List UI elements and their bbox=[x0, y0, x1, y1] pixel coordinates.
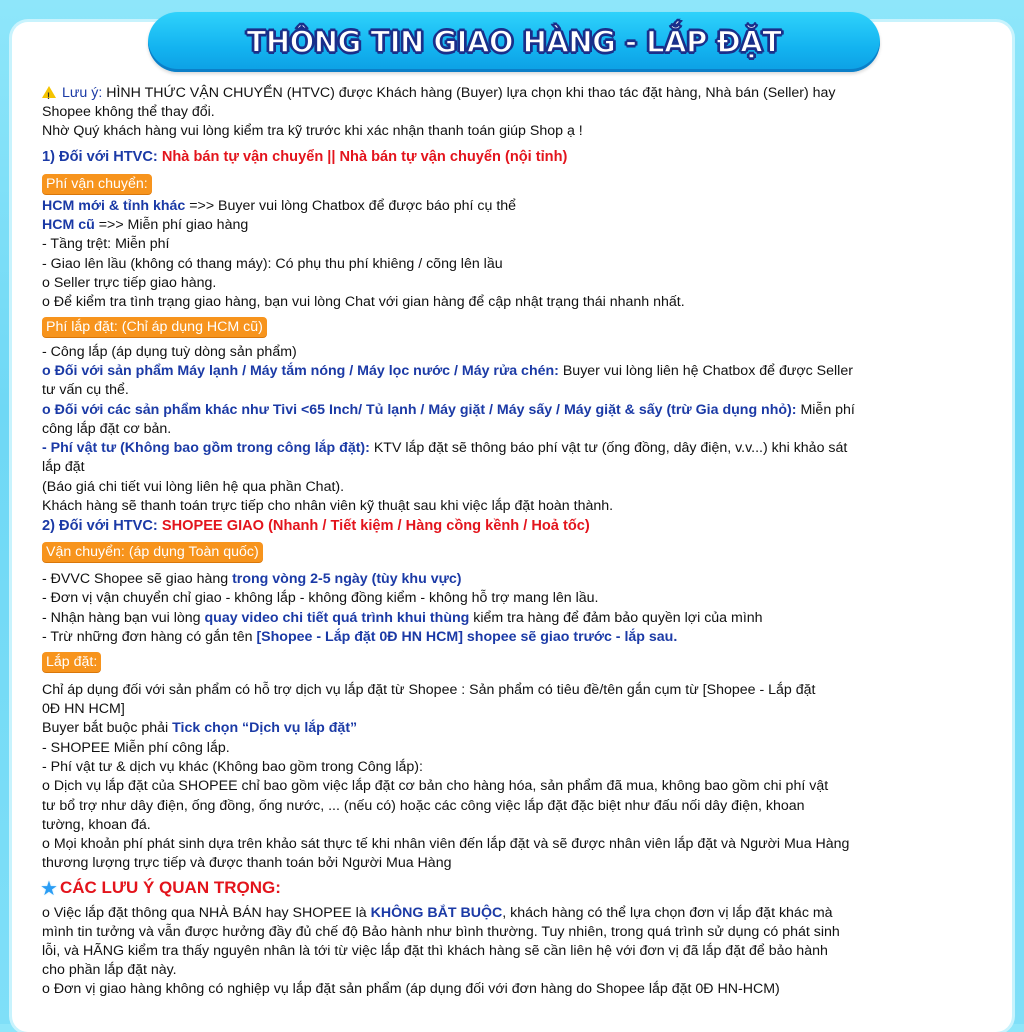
title-banner bbox=[148, 12, 880, 72]
text-line bbox=[42, 923, 840, 941]
highlight-text: - Phí vật tư (Không bao gồm trong công lắp đặt): bbox=[42, 440, 370, 456]
text-line bbox=[42, 835, 849, 853]
text-segment: Miễn phí bbox=[796, 402, 855, 418]
text-segment: công lắp đặt cơ bản. bbox=[42, 421, 172, 437]
text-segment: =>> Miễn phí giao hàng bbox=[94, 217, 249, 233]
text-segment: lắp đặt bbox=[42, 459, 85, 475]
text-line bbox=[42, 517, 590, 535]
text-line bbox=[42, 719, 357, 737]
text-line bbox=[42, 420, 171, 438]
section-badge: Vận chuyển: (áp dụng Toàn quốc) bbox=[42, 542, 263, 562]
text-segment: thương lượng trực tiếp và được thanh toán bởi Người Mua Hàng bbox=[42, 855, 452, 871]
text-line bbox=[42, 84, 836, 102]
text-line bbox=[42, 980, 780, 998]
text-segment: =>> Buyer vui lòng Chatbox để được báo phí cụ thể bbox=[185, 198, 517, 214]
text-line bbox=[42, 458, 85, 476]
highlight-text: 1) Đối với HTVC: bbox=[42, 149, 162, 165]
text-line bbox=[42, 777, 828, 795]
text-segment: - ĐVVC Shopee sẽ giao hàng bbox=[42, 571, 233, 587]
highlight-text: quay video chi tiết quá trình khui thùng bbox=[204, 610, 470, 626]
highlight-text: Tick chọn “Dịch vụ lắp đặt” bbox=[172, 720, 358, 736]
text-segment: Khách hàng sẽ thanh toán trực tiếp cho nhân viên kỹ thuật sau khi việc lắp đặt hoàn thành. bbox=[42, 498, 614, 514]
highlight-text: SHOPEE GIAO (Nhanh / Tiết kiệm / Hàng cồng kềnh / Hoả tốc) bbox=[161, 518, 590, 534]
text-segment: mình tin tưởng và vẫn được hưởng đầy đủ chế độ Bảo hành như bình thường. Tuy nhiên, trong quá trình sử dụng có phát sinh bbox=[42, 924, 840, 940]
text-line bbox=[42, 343, 297, 361]
text-segment: Chỉ áp dụng đối với sản phẩm có hỗ trợ dịch vụ lắp đặt từ Shopee : Sản phẩm có tiêu đề/tên gắn cụm từ [Shopee - Lắp đặt bbox=[42, 682, 816, 698]
text-segment: 0Đ HN HCM] bbox=[42, 701, 125, 717]
highlight-text: [Shopee - Lắp đặt 0Đ HN HCM] shopee sẽ giao trước - lắp sau. bbox=[256, 629, 678, 645]
text-line bbox=[42, 439, 847, 457]
text-line bbox=[42, 274, 216, 292]
star-icon: ★ bbox=[40, 878, 58, 900]
text-line bbox=[42, 381, 129, 399]
text-line bbox=[42, 497, 613, 515]
text-segment: - SHOPEE Miễn phí công lắp. bbox=[42, 740, 230, 756]
text-line bbox=[42, 854, 451, 872]
highlight-text: HCM mới & tỉnh khác bbox=[42, 198, 186, 214]
text-line bbox=[42, 942, 828, 960]
text-segment: HÌNH THỨC VẬN CHUYỂN (HTVC) được Khách hàng (Buyer) lựa chọn khi thao tác đặt hàng, Nhà bán (Seller) hay bbox=[106, 85, 836, 101]
text-line bbox=[42, 122, 583, 140]
text-segment: o Để kiểm tra tình trạng giao hàng, bạn vui lòng Chat với gian hàng để cập nhật trạng thái nhanh nhất. bbox=[42, 294, 685, 310]
text-segment: - Phí vật tư & dịch vụ khác (Không bao gồm trong Công lắp): bbox=[42, 759, 423, 775]
highlight-text: HCM cũ bbox=[42, 217, 95, 233]
text-segment: - Tầng trệt: Miễn phí bbox=[42, 236, 170, 252]
text-line bbox=[42, 401, 855, 419]
text-segment: lỗi, và HÃNG kiểm tra thấy nguyên nhân là tới từ việc lắp đặt thì khách hàng sẽ cần liên hệ với đơn vị đã lắp đặt để bảo hành bbox=[42, 943, 828, 959]
text-segment: - Trừ những đơn hàng có gắn tên bbox=[42, 629, 257, 645]
text-line bbox=[42, 255, 503, 273]
text-line bbox=[42, 904, 833, 922]
highlight-text: CÁC LƯU Ý QUAN TRỌNG: bbox=[59, 878, 281, 897]
text-line bbox=[42, 103, 215, 121]
text-segment: Buyer vui lòng liên hệ Chatbox để được Seller bbox=[558, 363, 853, 379]
highlight-text: o Đối với các sản phẩm khác như Tivi <65 Inch/ Tủ lạnh / Máy giặt / Máy sấy / Máy giặt & sấy (trừ Gia dụng nhỏ): bbox=[42, 402, 797, 418]
section-badge: Lắp đặt: bbox=[42, 652, 101, 672]
highlight-text: Nhà bán tự vận chuyển || Nhà bán tự vận chuyển (nội tỉnh) bbox=[161, 149, 568, 165]
text-segment: - Đơn vị vận chuyển chỉ giao - không lắp - không đồng kiểm - không hỗ trợ mang lên lầu. bbox=[42, 590, 599, 606]
highlight-text: Lưu ý: bbox=[62, 85, 107, 101]
text-line bbox=[42, 609, 763, 627]
text-line bbox=[42, 797, 805, 815]
text-line bbox=[42, 197, 516, 215]
text-line bbox=[42, 589, 598, 607]
text-segment: o Việc lắp đặt thông qua NHÀ BÁN hay SHOPEE là bbox=[42, 905, 371, 921]
text-line bbox=[42, 293, 685, 311]
section-badge: Phí vận chuyển: bbox=[42, 174, 152, 194]
text-segment: o Dịch vụ lắp đặt của SHOPEE chỉ bao gồm việc lắp đặt cơ bản cho hàng hóa, sản phẩm đã mua, không bao gồm chi phí vật bbox=[42, 778, 829, 794]
text-segment: kiểm tra hàng để đảm bảo quyền lợi của mình bbox=[469, 610, 763, 626]
text-segment: o Mọi khoản phí phát sinh dựa trên khảo sát thực tế khi nhân viên đến lắp đặt và sẽ được nhân viên lắp đặt và Người Mua Hàng bbox=[42, 836, 850, 852]
text-line bbox=[42, 478, 344, 496]
text-segment: - Nhận hàng bạn vui lòng bbox=[42, 610, 205, 626]
text-line bbox=[42, 739, 230, 757]
text-line bbox=[42, 961, 177, 979]
highlight-text: trong vòng 2-5 ngày (tùy khu vực) bbox=[232, 571, 462, 587]
highlight-text: KHÔNG BẮT BUỘC bbox=[370, 905, 503, 921]
important-notes-heading bbox=[40, 879, 281, 898]
text-segment: - Công lắp (áp dụng tuỳ dòng sản phẩm) bbox=[42, 344, 297, 360]
text-segment: o Đơn vị giao hàng không có nghiệp vụ lắp đặt sản phẩm (áp dụng đối với đơn hàng do Shopee lắp đặt 0Đ HN-HCM) bbox=[42, 981, 780, 997]
text-line bbox=[42, 235, 170, 253]
text-segment: tư vấn cụ thể. bbox=[42, 382, 129, 398]
text-segment: Shopee không thể thay đổi. bbox=[42, 104, 215, 120]
text-line bbox=[42, 570, 462, 588]
text-segment: (Báo giá chi tiết vui lòng liên hệ qua phần Chat). bbox=[42, 479, 345, 495]
text-line bbox=[42, 816, 151, 834]
text-segment: cho phần lắp đặt này. bbox=[42, 962, 177, 978]
text-segment: Nhờ Quý khách hàng vui lòng kiểm tra kỹ trước khi xác nhận thanh toán giúp Shop ạ ! bbox=[42, 123, 583, 139]
text-segment: Buyer bắt buộc phải bbox=[42, 720, 173, 736]
text-segment: KTV lắp đặt sẽ thông báo phí vật tư (ống đồng, dây điện, v.v...) khi khảo sát bbox=[369, 440, 848, 456]
text-line bbox=[42, 700, 125, 718]
text-line bbox=[42, 362, 853, 380]
text-line bbox=[42, 148, 567, 166]
text-segment: tường, khoan đá. bbox=[42, 817, 151, 833]
text-line bbox=[42, 681, 815, 699]
text-segment: o Seller trực tiếp giao hàng. bbox=[42, 275, 217, 291]
text-line bbox=[42, 628, 677, 646]
text-line bbox=[42, 216, 248, 234]
text-line bbox=[42, 758, 423, 776]
warning-icon bbox=[42, 86, 56, 98]
text-segment: , khách hàng có thể lựa chọn đơn vị lắp đặt khác mà bbox=[502, 905, 833, 921]
text-segment: - Giao lên lầu (không có thang máy): Có phụ thu phí khiêng / cõng lên lầu bbox=[42, 256, 503, 272]
highlight-text: 2) Đối với HTVC: bbox=[42, 518, 162, 534]
page-title: THÔNG TIN GIAO HÀNG - LẮP ĐẶT bbox=[246, 25, 782, 59]
highlight-text: o Đối với sản phẩm Máy lạnh / Máy tắm nóng / Máy lọc nước / Máy rửa chén: bbox=[42, 363, 559, 379]
section-badge: Phí lắp đặt: (Chỉ áp dụng HCM cũ) bbox=[42, 317, 267, 337]
text-segment: tư bổ trợ như dây điện, ống đồng, ống nước, ... (nếu có) hoặc các công việc lắp đặt đặc biệt như đấu nối dây điện, khoan bbox=[42, 798, 805, 814]
